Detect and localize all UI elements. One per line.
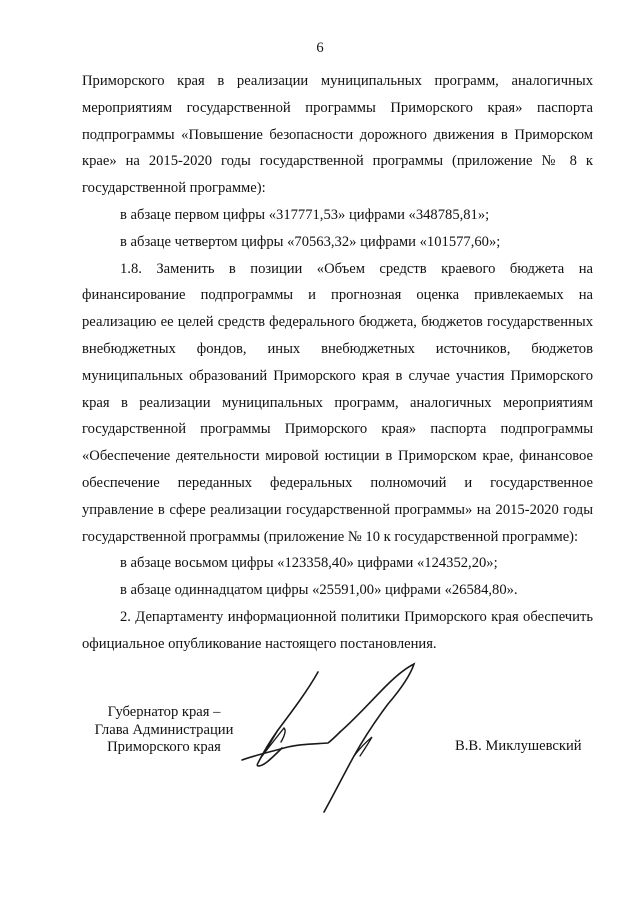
- paragraph-1: Приморского края в реализации муниципальных программ, аналогичных мероприятиям государственной программы Приморского края» паспорта подпрограммы «Повышение безопасности дорожного движения в Приморском крае» на 2015-2020 годы государственной программы (приложение № 8 к государственной программе):: [82, 73, 593, 197]
- signatory-title-line: Приморского края: [107, 739, 221, 755]
- paragraph-3: в абзаце четвертом цифры «70563,32» цифрами «101577,60»;: [120, 233, 501, 250]
- paragraph-7: 2. Департаменту информационной политики Приморского края обеспечить официальное опубликование настоящего постановления.: [82, 608, 593, 652]
- paragraph-4: 1.8. Заменить в позиции «Объем средств краевого бюджета на финансирование подпрограммы и прогнозная оценка привлекаемых на реализацию ее целей средств федерального бюджета, бюджетов государственных внебюджетных фондов, иных внебюджетных источников, бюджетов муниципальных образований Приморского края в случае участия Приморского края в реализации муниципальных программ, аналогичных мероприятиям государственной программы Приморского края» паспорта подпрограммы «Обеспечение деятельности мировой юстиции в Приморском крае, финансовое обеспечение переданных федеральных полномочий и государственное управление в сфере реализации государственной программы» на 2015-2020 годы государственной программы (приложение № 10 к государственной программе):: [82, 260, 593, 545]
- handwritten-signature: [238, 660, 443, 825]
- paragraph-6: в абзаце одиннадцатом цифры «25591,00» цифрами «26584,80».: [120, 582, 518, 599]
- document-body: [82, 68, 593, 658]
- paragraph-2: в абзаце первом цифры «317771,53» цифрами «348785,81»;: [120, 206, 490, 223]
- signatory-title-line: Глава Администрации: [94, 721, 234, 738]
- page-number: 6: [316, 40, 324, 56]
- signatory-title-line: Губернатор края –: [107, 704, 221, 720]
- paragraph-5: в абзаце восьмом цифры «123358,40» цифрами «124352,20»;: [120, 555, 498, 572]
- signatory-title: [84, 704, 244, 757]
- signatory-name: В.В. Миклушевский: [455, 738, 582, 754]
